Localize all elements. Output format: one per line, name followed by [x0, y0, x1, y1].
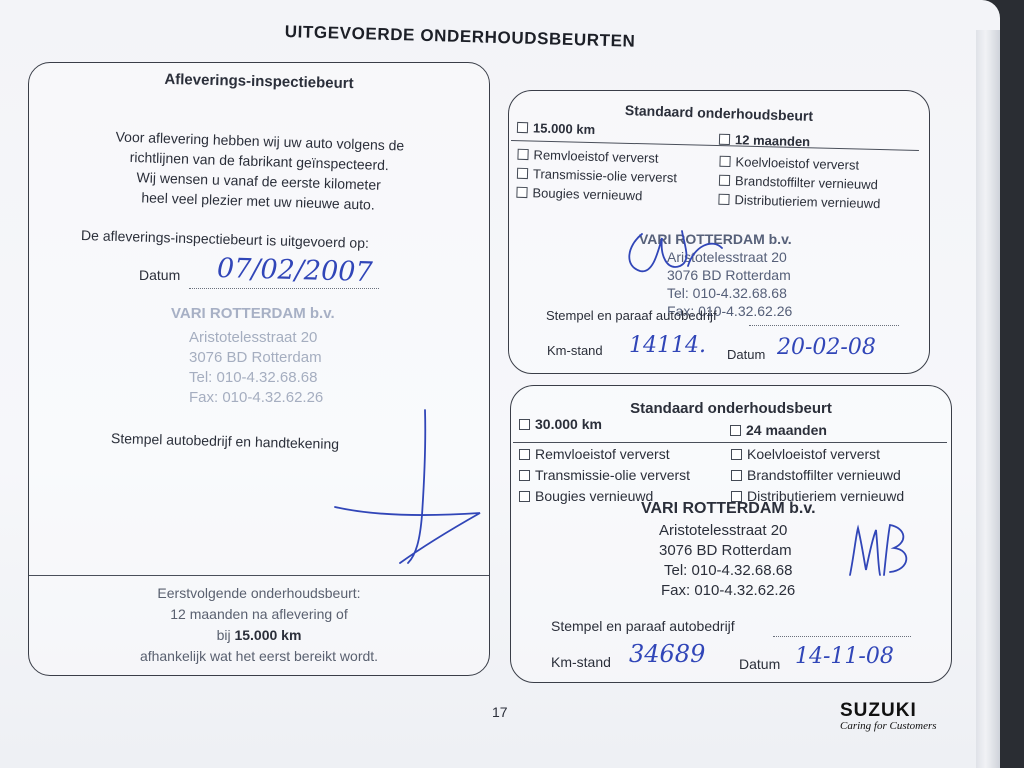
- checklist-left: [519, 444, 690, 507]
- checkbox[interactable]: [517, 122, 528, 133]
- km-label: Km-stand: [547, 343, 603, 358]
- intro-line: Voor aflevering hebben wij uw auto volgens de: [115, 128, 405, 154]
- checklist-right: [718, 152, 881, 213]
- checklist-item: [519, 444, 690, 465]
- month-interval-label: 24 maanden: [746, 422, 827, 438]
- checkbox[interactable]: [731, 449, 742, 460]
- checkbox[interactable]: [516, 187, 527, 198]
- next-service-line: afhankelijk wat het eerst bereikt wordt.: [139, 648, 379, 664]
- performed-on-text: De afleverings-inspectiebeurt is uitgevoerd op:: [80, 226, 370, 252]
- stamp-address: Aristotelesstraat 20: [189, 329, 318, 346]
- stamp-phone: Tel: 010-4.32.68.68: [189, 369, 318, 386]
- stamp-signature-label: Stempel autobedrijf en handtekening: [110, 430, 340, 452]
- checklist-item-label: Distributieriem vernieuwd: [747, 488, 905, 504]
- stamp-city: 3076 BD Rotterdam: [667, 267, 791, 283]
- month-interval-label: 12 maanden: [734, 132, 811, 150]
- next-service-text: [29, 583, 489, 667]
- checkbox[interactable]: [517, 149, 528, 160]
- brand-name: SUZUKI: [840, 700, 917, 721]
- box-title: Standaard onderhoudsbeurt: [624, 102, 814, 124]
- page-edge: [976, 30, 1000, 768]
- checkbox[interactable]: [519, 449, 530, 460]
- handwritten-date: 14-11-08: [795, 644, 894, 669]
- checklist-right: [731, 444, 904, 507]
- intro-line: Wij wensen u vanaf de eerste kilometer: [136, 169, 382, 193]
- date-label: Datum: [727, 347, 766, 362]
- box-divider: [29, 575, 489, 576]
- checklist-item-label: Transmissie-olie ververst: [535, 467, 691, 483]
- km-interval-label: 15.000 km: [532, 120, 596, 138]
- handwritten-initials: [846, 520, 916, 590]
- next-service-line: Eerstvolgende onderhoudsbeurt:: [157, 585, 361, 601]
- checklist-item: [519, 465, 690, 486]
- suzuki-logo: [840, 700, 937, 732]
- checklist-item-label: Koelvloeistof ververst: [735, 154, 860, 173]
- checkbox[interactable]: [719, 134, 730, 145]
- next-service-line: [29, 625, 489, 646]
- handwritten-date: 20-02-08: [777, 335, 876, 360]
- handwritten-km: 34689: [629, 640, 706, 668]
- checkbox[interactable]: [731, 470, 742, 481]
- km-interval-label: 30.000 km: [535, 416, 602, 432]
- stamp-address: Aristotelesstraat 20: [667, 249, 787, 265]
- delivery-inspection-box: [28, 62, 490, 676]
- checklist-item-label: Remvloeistof ververst: [535, 446, 670, 462]
- checklist-item: [731, 465, 904, 486]
- checkbox[interactable]: [719, 175, 730, 186]
- next-service-km: 15.000 km: [234, 627, 302, 643]
- stamp-fax: Fax: 010-4.32.62.26: [189, 389, 324, 406]
- month-interval: [730, 422, 827, 438]
- brand-tagline: Caring for Customers: [840, 720, 937, 732]
- stamp-label: Stempel en paraaf autobedrijf: [551, 618, 735, 634]
- checklist-item: [718, 190, 880, 214]
- km-label: Km-stand: [551, 654, 611, 670]
- km-interval: [519, 416, 602, 432]
- checkbox[interactable]: [718, 194, 729, 205]
- intro-line: heel veel plezier met uw nieuwe auto.: [141, 189, 375, 213]
- stamp-company: VARI ROTTERDAM b.v.: [171, 305, 335, 322]
- checklist-item-label: Remvloeistof ververst: [533, 147, 659, 166]
- checklist-item-label: Transmissie-olie ververst: [532, 166, 678, 186]
- stamp-city: 3076 BD Rotterdam: [659, 542, 792, 559]
- stamp-phone: Tel: 010-4.32.68.68: [667, 285, 787, 301]
- stamp-line: [773, 636, 911, 637]
- checklist-item-label: Brandstoffilter vernieuwd: [734, 173, 879, 193]
- checkbox[interactable]: [519, 470, 530, 481]
- handwritten-signature: [330, 405, 490, 575]
- checklist-item-label: Koelvloeistof ververst: [747, 446, 881, 462]
- date-line: [189, 288, 379, 289]
- page-number: 17: [492, 704, 508, 720]
- checkbox[interactable]: [519, 419, 530, 430]
- stamp-address: Aristotelesstraat 20: [659, 522, 788, 539]
- checklist-left: [516, 145, 678, 206]
- checklist-item-label: Brandstoffilter vernieuwd: [747, 467, 901, 483]
- box-divider: [513, 442, 947, 443]
- stamp-fax: Fax: 010-4.32.62.26: [661, 582, 796, 599]
- date-label: Datum: [139, 267, 181, 283]
- stamp-city: 3076 BD Rotterdam: [189, 349, 322, 366]
- checkbox[interactable]: [519, 491, 530, 502]
- checkbox[interactable]: [517, 168, 528, 179]
- stamp-line: [749, 325, 899, 326]
- intro-line: richtlijnen van de fabrikant geïnspecteerd.: [129, 148, 390, 174]
- stamp-fax: Fax: 010-4.32.62.26: [667, 303, 793, 319]
- checklist-item: [731, 444, 904, 465]
- stamp-phone: Tel: 010-4.32.68.68: [664, 562, 793, 579]
- page-title: UITGEVOERDE ONDERHOUDSBEURTEN: [284, 22, 636, 51]
- stamp-company: VARI ROTTERDAM b.v.: [641, 500, 816, 517]
- checkbox[interactable]: [730, 425, 741, 436]
- next-service-prefix: bij: [216, 627, 231, 643]
- next-service-line: 12 maanden na aflevering of: [170, 606, 348, 622]
- checklist-item-label: Bougies vernieuwd: [532, 185, 643, 204]
- checklist-item-label: Distributieriem vernieuwd: [734, 192, 881, 212]
- checklist-item-label: Bougies vernieuwd: [535, 488, 654, 504]
- intro-text: [28, 124, 490, 218]
- stamp-company: VARI ROTTERDAM b.v.: [639, 231, 792, 247]
- date-label: Datum: [739, 656, 781, 672]
- km-interval: [517, 120, 596, 137]
- box-title: Standaard onderhoudsbeurt: [630, 400, 832, 417]
- handwritten-km: 14114.: [629, 333, 706, 358]
- box-title: Afleverings-inspectiebeurt: [164, 70, 354, 93]
- handwritten-date: 07/02/2007: [216, 252, 374, 289]
- stamp-label: Stempel en paraaf autobedrijf: [546, 308, 717, 323]
- handwritten-initials: [622, 226, 732, 286]
- checkbox[interactable]: [719, 156, 730, 167]
